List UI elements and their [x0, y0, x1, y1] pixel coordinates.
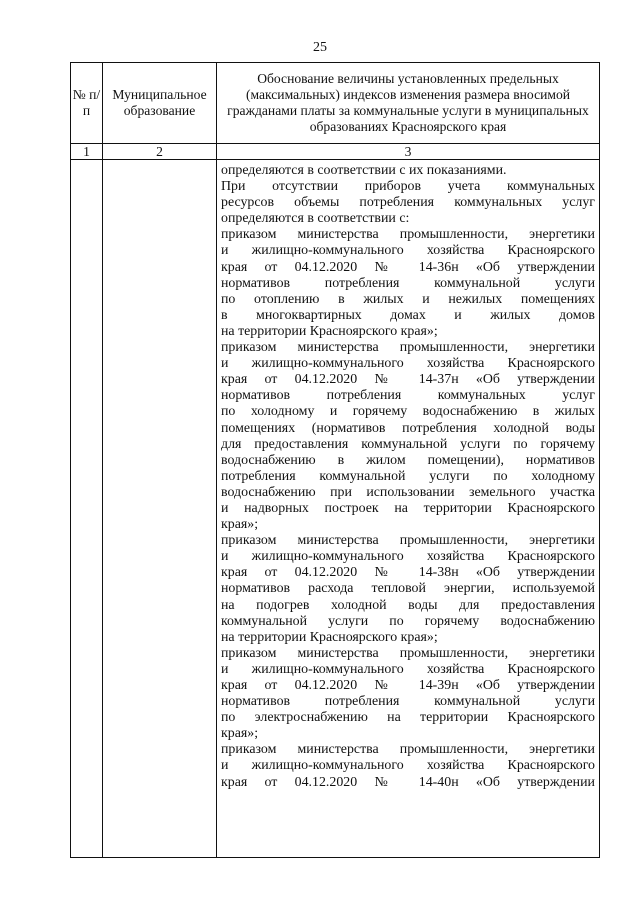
- table-header-row: [71, 63, 600, 144]
- text-line: по отоплению в жилых и нежилых помещениях: [221, 291, 595, 307]
- text-line: нормативов расхода тепловой энергии, используемой: [221, 581, 595, 597]
- text-line: приказом министерства промышленности, энергетики: [221, 645, 595, 661]
- text-line: края от 04.12.2020 № 14-39н «Об утверждении: [221, 678, 595, 693]
- justification-table: [70, 62, 600, 858]
- text-line: водоснабжению в жилом помещении), нормативов: [221, 452, 595, 468]
- header-justification: Обоснование величины установленных предельных (максимальных) индексов изменения размера вносимой гражданами платы за коммунальные услуги в муниципальных образованиях Красноярского края: [217, 63, 600, 144]
- text-line: коммунальной услуги по горячему водоснабжению: [221, 613, 595, 629]
- justification-text: [217, 160, 599, 791]
- text-line: на территории Красноярского края»;: [221, 629, 438, 645]
- text-line: и жилищно-коммунального хозяйства Красноярского: [221, 661, 595, 677]
- text-line: и надворных построек на территории Красноярского: [221, 500, 595, 516]
- text-line: края от 04.12.2020 № 14-40н «Об утверждении: [221, 774, 595, 790]
- text-line: в многоквартирных домах и жилых домов: [221, 307, 595, 323]
- text-line: При отсутствии приборов учета коммунальных: [221, 179, 595, 195]
- text-line: определяются в соответствии с их показаниями.: [221, 163, 507, 178]
- cell-number-empty: [71, 160, 103, 858]
- text-line: и жилищно-коммунального хозяйства Красноярского: [221, 549, 595, 565]
- cell-justification: [217, 160, 600, 858]
- text-line: приказом министерства промышленности, энергетики: [221, 340, 595, 356]
- text-line: края»;: [221, 726, 259, 742]
- header-number: № п/п: [71, 63, 103, 144]
- text-line: края»;: [221, 517, 259, 533]
- table-row: [71, 160, 600, 858]
- text-line: по электроснабжению на территории Красноярского: [221, 710, 595, 726]
- text-line: приказом министерства промышленности, энергетики: [221, 742, 595, 758]
- text-line: потребления коммунальной услуги по холодному: [221, 468, 595, 484]
- text-line: нормативов потребления коммунальной услуги: [221, 694, 595, 710]
- column-number-row: [71, 144, 600, 160]
- text-line: края от 04.12.2020 № 14-37н «Об утверждении: [221, 372, 595, 388]
- text-line: приказом министерства промышленности, энергетики: [221, 227, 595, 243]
- column-number: 3: [217, 144, 600, 160]
- text-line: для предоставления коммунальной услуги по горячему: [221, 436, 595, 452]
- text-line: на территории Красноярского края»;: [221, 323, 438, 339]
- text-line: нормативов потребления коммунальной услуги: [221, 275, 595, 291]
- page-number: 25: [313, 40, 327, 55]
- text-line: помещениях (нормативов потребления холодной воды: [221, 420, 595, 436]
- text-line: приказом министерства промышленности, энергетики: [221, 533, 595, 549]
- cell-municipality-empty: [103, 160, 217, 858]
- text-line: определяются в соответствии с:: [221, 211, 410, 227]
- text-line: на подогрев холодной воды для предоставления: [221, 597, 595, 613]
- column-number: 2: [103, 144, 217, 160]
- text-line: водоснабжению при использовании земельного участка: [221, 484, 595, 500]
- text-line: края от 04.12.2020 № 14-36н «Об утверждении: [221, 259, 595, 275]
- text-line: и жилищно-коммунального хозяйства Красноярского: [221, 356, 595, 372]
- header-municipality: Муниципальное образование: [103, 63, 217, 144]
- text-line: и жилищно-коммунального хозяйства Красноярского: [221, 243, 595, 259]
- text-line: по холодному и горячему водоснабжению в жилых: [221, 404, 595, 420]
- text-line: нормативов потребления коммунальных услуг: [221, 388, 595, 404]
- column-number: 1: [71, 144, 103, 160]
- text-line: ресурсов объемы потребления коммунальных услуг: [221, 195, 595, 211]
- text-line: края от 04.12.2020 № 14-38н «Об утверждении: [221, 565, 595, 581]
- text-line: и жилищно-коммунального хозяйства Красноярского: [221, 758, 595, 774]
